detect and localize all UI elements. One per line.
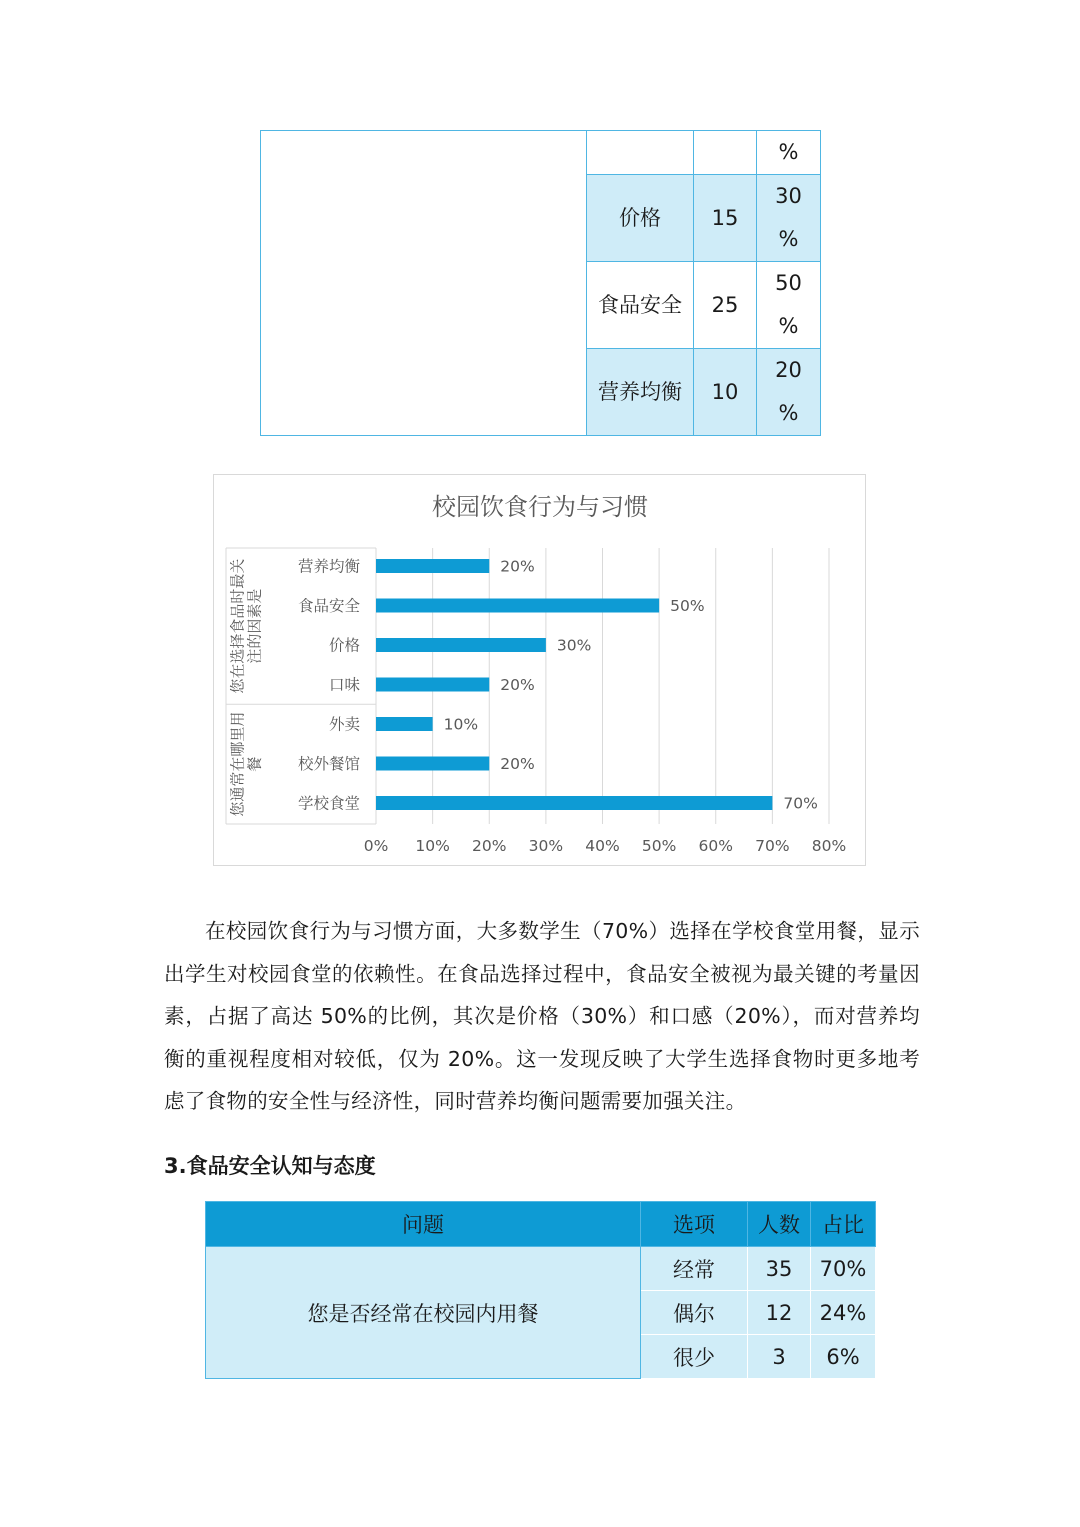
header-question: 问题: [206, 1202, 641, 1247]
data-label: 20%: [500, 755, 535, 773]
data-label: 50%: [670, 597, 705, 615]
data-label: 20%: [500, 557, 535, 576]
count-cell: 35: [748, 1247, 811, 1291]
empty-merged-cell: [261, 131, 587, 436]
option-cell: 经常: [641, 1247, 748, 1291]
group-label: 您在选择食品时最关注的因素是: [228, 558, 264, 694]
factor-name-cell: [587, 131, 694, 175]
factor-pct-cell: [757, 175, 821, 262]
x-tick-label: 60%: [698, 837, 733, 855]
pct-cell: 24%: [811, 1291, 876, 1335]
pct-sign: %: [778, 227, 799, 251]
bar: [376, 599, 659, 613]
factor-pct-cell: [757, 262, 821, 349]
dining-frequency-table: [205, 1201, 876, 1379]
category-label: 外卖: [328, 715, 360, 734]
question-cell: 您是否经常在校园内用餐: [206, 1247, 641, 1379]
x-tick-label: 0%: [363, 837, 389, 855]
category-label: 价格: [328, 636, 360, 655]
bar: [376, 678, 489, 692]
factor-count-cell: 10: [694, 349, 757, 436]
factor-pct-cell: [757, 349, 821, 436]
data-label: 30%: [556, 636, 592, 655]
factor-count-cell: 15: [694, 175, 757, 262]
x-tick-label: 70%: [755, 837, 790, 855]
factor-pct-cell: %: [757, 131, 821, 175]
pct-value: 50: [775, 271, 802, 295]
pct-sign: %: [778, 314, 799, 338]
factor-count-cell: [694, 131, 757, 175]
table-row: [206, 1247, 876, 1291]
header-pct: 占比: [811, 1202, 876, 1247]
data-label: 10%: [443, 715, 479, 734]
category-label: 食品安全: [297, 597, 360, 615]
bar: [376, 717, 433, 731]
data-label: 20%: [500, 676, 535, 694]
bars: [376, 559, 772, 810]
category-label: 学校食堂: [297, 794, 360, 813]
x-tick-label: 40%: [585, 837, 620, 855]
pct-value: 20: [775, 358, 802, 382]
category-label: 营养均衡: [297, 557, 360, 576]
count-cell: 3: [748, 1335, 811, 1379]
pct-value: 30: [775, 184, 802, 208]
table-header-row: [206, 1202, 876, 1247]
chart-title: 校园饮食行为与习惯: [432, 493, 648, 521]
bar: [376, 559, 489, 573]
header-option: 选项: [641, 1202, 748, 1247]
section-heading: 3.食品安全认知与态度: [164, 1154, 376, 1178]
factor-table-fragment: [260, 130, 821, 436]
pct-cell: 70%: [811, 1247, 876, 1291]
bar-chart-svg: [214, 475, 867, 867]
bar: [376, 757, 489, 771]
table-row: [261, 131, 821, 175]
factor-name-cell: 营养均衡: [587, 349, 694, 436]
x-tick-label: 10%: [415, 837, 450, 855]
x-tick-label: 80%: [811, 837, 847, 855]
factor-name-cell: 食品安全: [587, 262, 694, 349]
factor-count-cell: 25: [694, 262, 757, 349]
bar: [376, 796, 772, 810]
data-label: 70%: [783, 794, 818, 813]
x-tick-label: 20%: [472, 837, 507, 855]
x-tick-label: 50%: [641, 837, 677, 855]
category-label: 校外餐馆: [297, 755, 360, 773]
header-count: 人数: [748, 1202, 811, 1247]
bar: [376, 638, 546, 652]
option-cell: 偶尔: [641, 1291, 748, 1335]
group-label: 您通常在哪里用餐: [228, 711, 264, 817]
pct-sign: %: [778, 401, 799, 425]
x-tick-label: 30%: [528, 837, 564, 855]
analysis-paragraph: 在校园饮食行为与习惯方面，大多数学生（70%）选择在学校食堂用餐，显示出学生对校园食堂的依赖性。在食品选择过程中，食品安全被视为最关键的考量因素，占据了高达 50%的比例，其次是价格（30%）和口感（20%），而对营养均衡的重视程度相对较低，仅为 20%。这一发现反映了大学生选择食物时更多地考虑了食物的安全性与经济性，同时营养均衡问题需要加强关注。: [164, 919, 920, 1113]
pct-cell: 6%: [811, 1335, 876, 1379]
category-label: 口味: [328, 676, 360, 694]
count-cell: 12: [748, 1291, 811, 1335]
factor-name-cell: 价格: [587, 175, 694, 262]
bar-chart: [213, 474, 866, 866]
option-cell: 很少: [641, 1335, 748, 1379]
